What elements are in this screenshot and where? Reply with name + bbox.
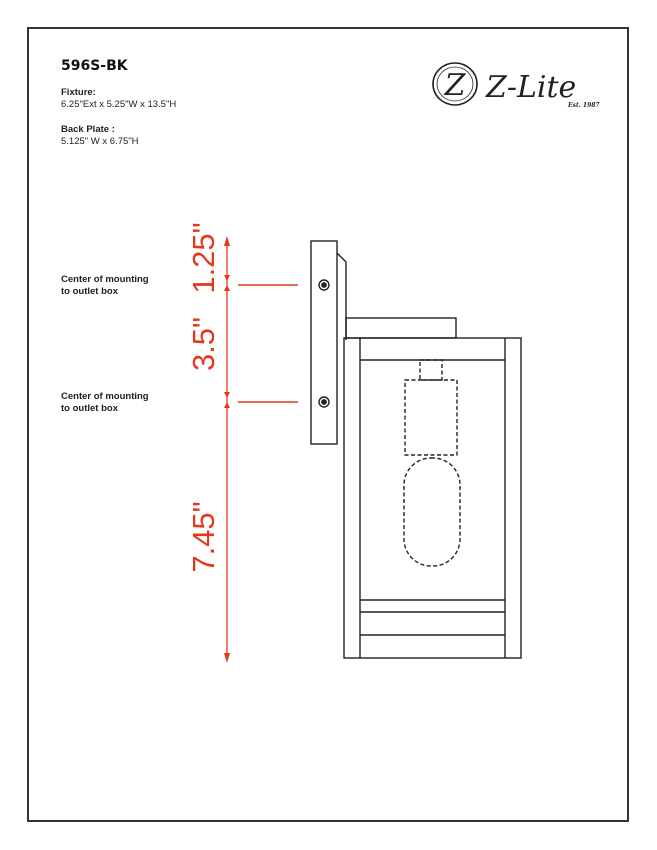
z-lite-logo	[433, 63, 600, 109]
back-plate-label: Back Plate :	[61, 124, 115, 135]
fixture-arm	[346, 318, 456, 338]
lantern-body	[344, 338, 521, 658]
socket-body	[405, 380, 457, 455]
arrow-upper-tick-2	[224, 285, 230, 291]
dimension-lines	[224, 236, 298, 663]
arm-bar	[346, 318, 456, 338]
mounting-note-lower-text: Center of mounting to outlet box	[61, 391, 149, 414]
arrow-lower-tick-1	[224, 392, 230, 398]
arrow-upper-tick-1	[224, 275, 230, 281]
mounting-note-upper-text: Center of mounting to outlet box	[61, 274, 149, 297]
screw-upper-center	[322, 283, 326, 287]
back-plate-dimensions: 5.125" W x 6.75"H	[61, 136, 139, 147]
back-plate	[311, 241, 346, 444]
dimension-bottom: 7.45"	[186, 501, 221, 573]
back-plate-edge-top	[337, 253, 346, 262]
bulb	[404, 458, 460, 566]
logo-monogram: Z	[444, 68, 466, 103]
arrow-lower-tick-2	[224, 402, 230, 408]
model-number: 596S-BK	[61, 58, 128, 74]
dimension-top: 1.25"	[186, 222, 221, 294]
bulb-assembly	[404, 360, 460, 566]
lantern-frame	[344, 338, 521, 658]
socket-neck	[420, 360, 442, 380]
logo-name: Z-Lite	[486, 70, 577, 105]
back-plate-body	[311, 241, 337, 444]
fixture-dimensions: 6.25"Ext x 5.25"W x 13.5"H	[61, 99, 177, 110]
arrow-top	[224, 236, 230, 246]
screw-lower-center	[322, 400, 326, 404]
arrow-bottom	[224, 653, 230, 663]
fixture-label: Fixture:	[61, 87, 96, 98]
dimension-middle: 3.5"	[186, 316, 221, 372]
logo-established: Est. 1987	[568, 102, 600, 109]
